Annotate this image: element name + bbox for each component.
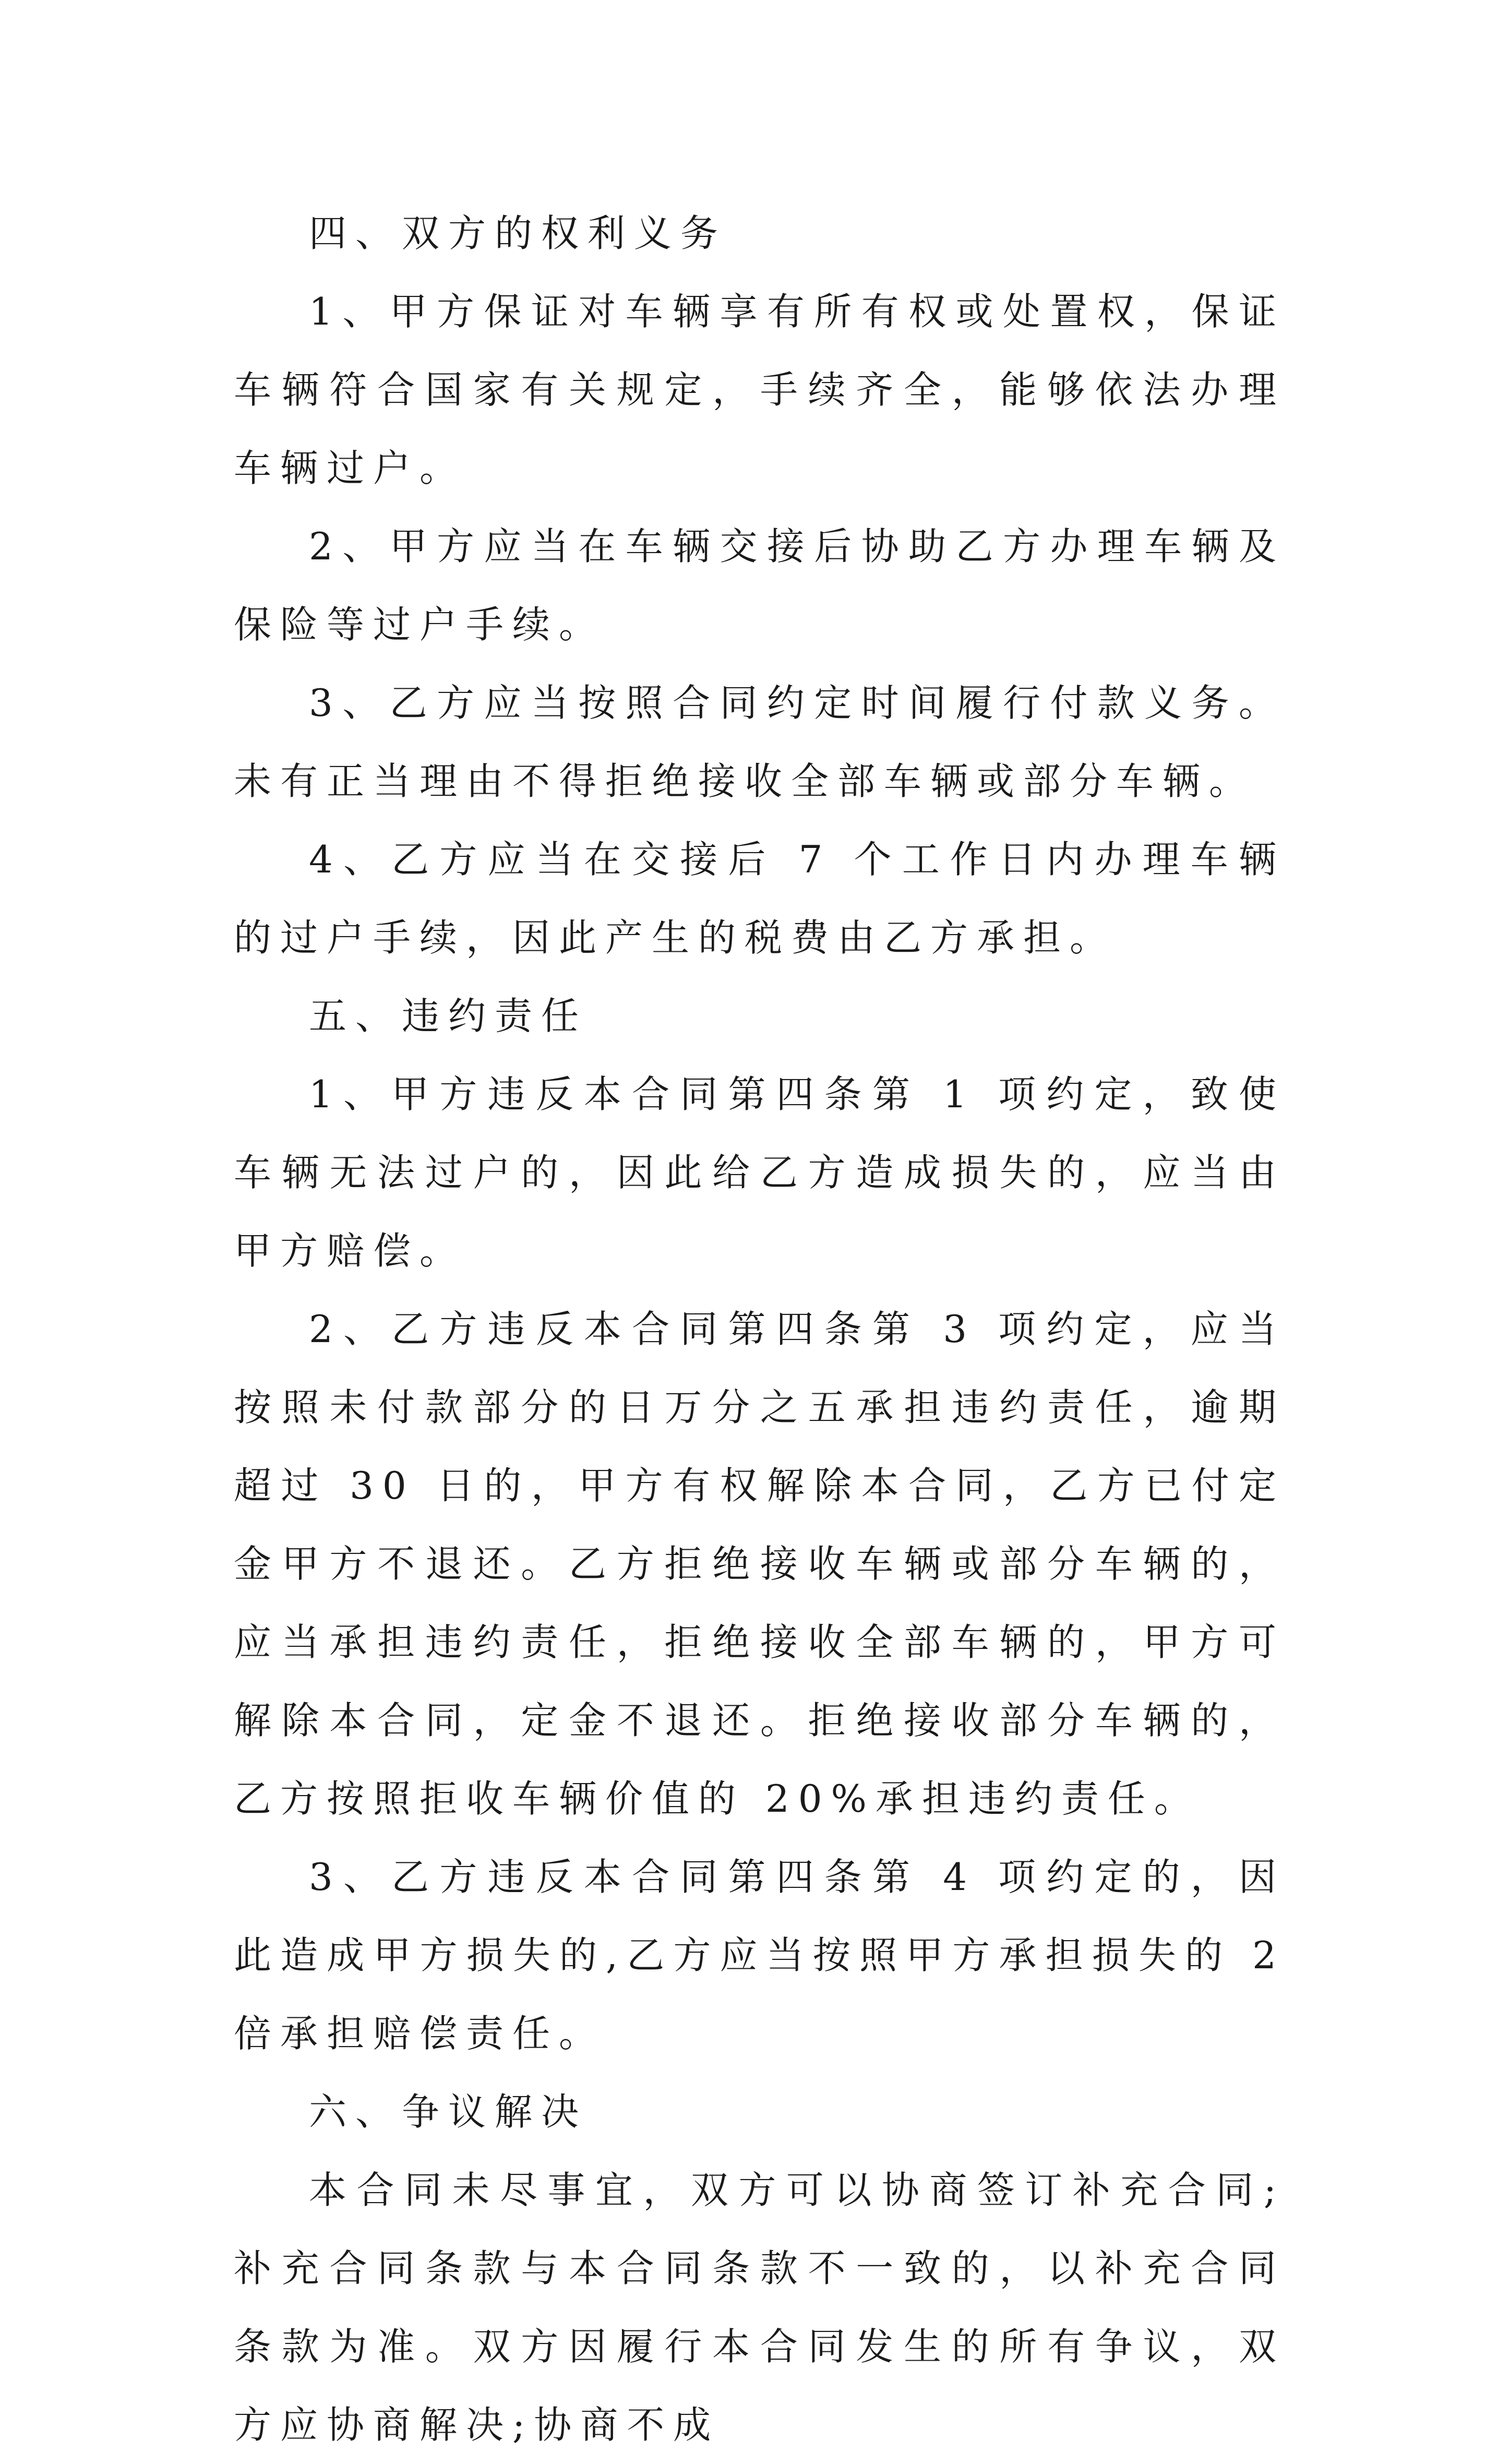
contract-body [234,194,1285,2464]
clause-6-1: 本合同未尽事宜，双方可以协商签订补充合同;补充合同条款与本合同条款不一致的，以补充合同条款为准。双方因履行本合同发生的所有争议，双方应协商解决;协商不成 [234,2168,1285,2447]
clause-4-1: 1、甲方保证对车辆享有所有权或处置权，保证车辆符合国家有关规定，手续齐全，能够依法办理车辆过户。 [234,290,1285,490]
section-heading-rights-obligations: 四、双方的权利义务 [309,211,727,255]
clause-4-4: 4、乙方应当在交接后 7 个工作日内办理车辆的过户手续，因此产生的税费由乙方承担。 [234,838,1285,960]
clause-4-3: 3、乙方应当按照合同约定时间履行付款义务。未有正当理由不得拒绝接收全部车辆或部分车辆。 [234,681,1285,803]
section-heading-breach-liability: 五、违约责任 [309,994,588,1038]
clause-5-2: 2、乙方违反本合同第四条第 3 项约定，应当按照未付款部分的日万分之五承担违约责任，逾期超过 30 日的，甲方有权解除本合同，乙方已付定金甲方不退还。乙方拒绝接收车辆或部分车辆的，应当承担违约责任，拒绝接收全部车辆的，甲方可解除本合同，定金不退还。拒绝接收部分车辆的，乙方按照拒收车辆价值的 20%承担违约责任。 [234,1307,1285,1821]
clause-5-1: 1、甲方违反本合同第四条第 1 项约定，致使车辆无法过户的，因此给乙方造成损失的，应当由甲方赔偿。 [234,1072,1285,1273]
clause-4-2: 2、甲方应当在车辆交接后协助乙方办理车辆及保险等过户手续。 [234,524,1285,647]
section-heading-dispute-resolution: 六、争议解决 [309,2090,588,2134]
clause-5-3: 3、乙方违反本合同第四条第 4 项约定的，因此造成甲方损失的,乙方应当按照甲方承担损失的 2 倍承担赔偿责任。 [234,1855,1285,2055]
